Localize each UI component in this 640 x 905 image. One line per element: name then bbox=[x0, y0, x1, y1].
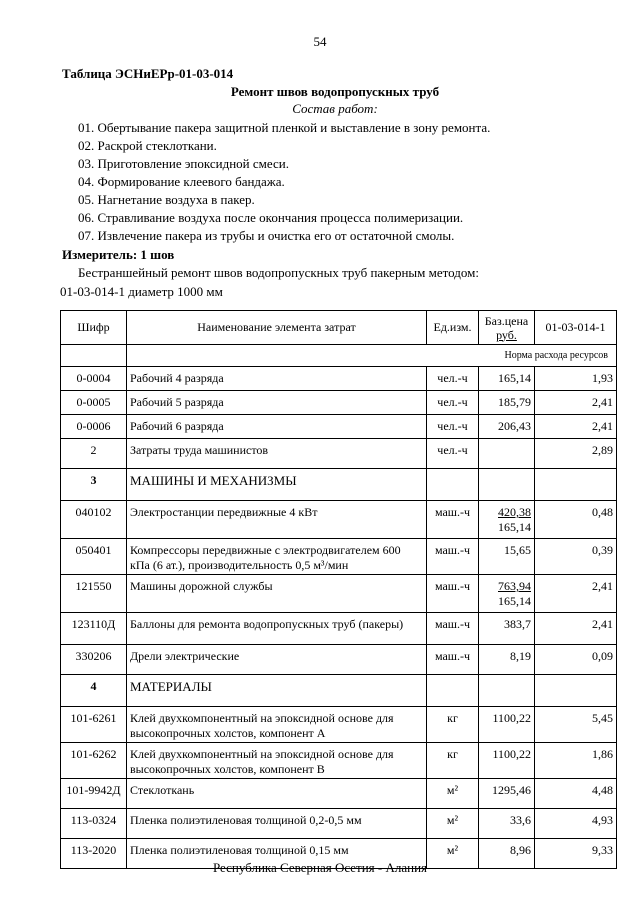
header-price bbox=[479, 311, 535, 345]
composition-label: Состав работ: bbox=[292, 101, 378, 116]
work-step: 04. Формирование клеевого бандажа. bbox=[78, 174, 285, 189]
price-value: 206,43 bbox=[498, 419, 531, 433]
table-row bbox=[61, 613, 617, 645]
table-row bbox=[61, 707, 617, 743]
code-cell: 330206 bbox=[61, 645, 127, 675]
code-cell: 123110Д bbox=[61, 613, 127, 645]
work-step: 02. Раскрой стеклоткани. bbox=[78, 138, 217, 153]
name-cell: Пленка полиэтиленовая толщиной 0,15 мм bbox=[127, 839, 427, 869]
name-cell: Электростанции передвижные 4 кВт bbox=[127, 501, 427, 539]
norm-cell: 5,45 bbox=[535, 707, 617, 743]
price-cell bbox=[479, 391, 535, 415]
norm-cell: 2,41 bbox=[535, 613, 617, 645]
name-cell: Стеклоткань bbox=[127, 779, 427, 809]
code-cell: 040102 bbox=[61, 501, 127, 539]
name-cell: Баллоны для ремонта водопропускных труб (пакеры) bbox=[127, 613, 427, 645]
price-cell bbox=[479, 743, 535, 779]
name-cell: Рабочий 5 разряда bbox=[127, 391, 427, 415]
code-cell: 4 bbox=[61, 675, 127, 707]
price-cell bbox=[479, 469, 535, 501]
resource-table bbox=[60, 310, 617, 869]
price-value: 420,38 bbox=[498, 505, 531, 519]
price-cell bbox=[479, 809, 535, 839]
header-name: Наименование элемента затрат bbox=[127, 311, 427, 345]
unit-cell: чел.-ч bbox=[427, 415, 479, 439]
header-row bbox=[61, 311, 617, 345]
work-step: 06. Стравливание воздуха после окончания процесса полимеризации. bbox=[78, 210, 464, 225]
norm-row bbox=[61, 345, 617, 367]
work-steps bbox=[78, 119, 490, 245]
header-price-top: Баз.цена bbox=[484, 313, 529, 328]
price-cell bbox=[479, 367, 535, 391]
header-price-bottom: руб. bbox=[496, 327, 517, 342]
code-cell: 3 bbox=[61, 469, 127, 501]
table-row bbox=[61, 367, 617, 391]
unit-cell: чел.-ч bbox=[427, 439, 479, 469]
price-cell bbox=[479, 539, 535, 575]
price-cell bbox=[479, 575, 535, 613]
unit-cell: м² bbox=[427, 779, 479, 809]
measure-unit: Измеритель: 1 шов bbox=[62, 247, 175, 262]
price-value: 185,79 bbox=[498, 395, 531, 409]
price-cell bbox=[479, 501, 535, 539]
norm-label: Норма расхода ресурсов bbox=[127, 345, 617, 367]
table-row bbox=[61, 539, 617, 575]
norm-cell bbox=[535, 675, 617, 707]
code-cell: 101-6261 bbox=[61, 707, 127, 743]
name-cell: Клей двухкомпонентный на эпоксидной основе для высокопрочных холстов, компонент А bbox=[127, 707, 427, 743]
norm-cell: 1,86 bbox=[535, 743, 617, 779]
price-value: 383,7 bbox=[504, 617, 531, 631]
unit-cell: маш.-ч bbox=[427, 575, 479, 613]
norm-cell: 4,93 bbox=[535, 809, 617, 839]
name-cell: МАТЕРИАЛЫ bbox=[127, 675, 427, 707]
unit-cell: маш.-ч bbox=[427, 539, 479, 575]
name-cell: Пленка полиэтиленовая толщиной 0,2-0,5 мм bbox=[127, 809, 427, 839]
norm-cell: 0,39 bbox=[535, 539, 617, 575]
header-norm-col: 01-03-014-1 bbox=[535, 311, 617, 345]
price-secondary-value: 165,14 bbox=[498, 520, 531, 534]
table-row bbox=[61, 439, 617, 469]
price-value: 33,6 bbox=[510, 813, 531, 827]
price-value: 1100,22 bbox=[492, 711, 531, 725]
code-cell: 0-0004 bbox=[61, 367, 127, 391]
table-row bbox=[61, 743, 617, 779]
norm-cell: 9,33 bbox=[535, 839, 617, 869]
table-row bbox=[61, 645, 617, 675]
norm-cell: 2,41 bbox=[535, 575, 617, 613]
page-number: 54 bbox=[313, 34, 327, 49]
price-cell bbox=[479, 415, 535, 439]
price-value: 165,14 bbox=[498, 371, 531, 385]
norm-cell: 0,48 bbox=[535, 501, 617, 539]
work-step: 01. Обертывание пакера защитной пленкой и выставление в зону ремонта. bbox=[78, 120, 491, 135]
code-cell: 113-0324 bbox=[61, 809, 127, 839]
price-cell bbox=[479, 675, 535, 707]
work-step: 05. Нагнетание воздуха в пакер. bbox=[78, 192, 255, 207]
name-cell: Затраты труда машинистов bbox=[127, 439, 427, 469]
table-row bbox=[61, 391, 617, 415]
unit-cell: кг bbox=[427, 743, 479, 779]
name-cell: Компрессоры передвижные с электродвигателем 600 кПа (6 ат.), производительность 0,5 м³/мин bbox=[127, 539, 427, 575]
unit-cell bbox=[427, 675, 479, 707]
name-cell: Рабочий 4 разряда bbox=[127, 367, 427, 391]
norm-cell: 4,48 bbox=[535, 779, 617, 809]
name-cell: МАШИНЫ И МЕХАНИЗМЫ bbox=[127, 469, 427, 501]
price-secondary-value: 165,14 bbox=[498, 594, 531, 608]
work-description: Бестраншейный ремонт швов водопропускных труб пакерным методом: bbox=[78, 265, 479, 280]
code-cell: 101-6262 bbox=[61, 743, 127, 779]
norm-cell bbox=[535, 469, 617, 501]
table-row bbox=[61, 415, 617, 439]
code-cell: 0-0006 bbox=[61, 415, 127, 439]
code-cell: 113-2020 bbox=[61, 839, 127, 869]
section-row bbox=[61, 675, 617, 707]
name-cell: Машины дорожной службы bbox=[127, 575, 427, 613]
norm-cell: 2,41 bbox=[535, 415, 617, 439]
table-row bbox=[61, 809, 617, 839]
price-cell bbox=[479, 439, 535, 469]
name-cell: Клей двухкомпонентный на эпоксидной основе для высокопрочных холстов, компонент В bbox=[127, 743, 427, 779]
price-value: 8,96 bbox=[510, 843, 531, 857]
table-title: Ремонт швов водопропускных труб bbox=[230, 84, 440, 99]
price-cell bbox=[479, 645, 535, 675]
code-cell: 2 bbox=[61, 439, 127, 469]
norm-cell: 2,41 bbox=[535, 391, 617, 415]
unit-cell bbox=[427, 469, 479, 501]
price-value: 1295,46 bbox=[492, 783, 531, 797]
unit-cell: маш.-ч bbox=[427, 501, 479, 539]
work-step: 03. Приготовление эпоксидной смеси. bbox=[78, 156, 289, 171]
unit-cell: кг bbox=[427, 707, 479, 743]
price-value: 8,19 bbox=[510, 649, 531, 663]
unit-cell: маш.-ч bbox=[427, 645, 479, 675]
unit-cell: м² bbox=[427, 839, 479, 869]
price-cell bbox=[479, 779, 535, 809]
section-row bbox=[61, 469, 617, 501]
unit-cell: м² bbox=[427, 809, 479, 839]
code-cell: 0-0005 bbox=[61, 391, 127, 415]
table-row bbox=[61, 501, 617, 539]
name-cell: Рабочий 6 разряда bbox=[127, 415, 427, 439]
code-cell: 101-9942Д bbox=[61, 779, 127, 809]
code-line: 01-03-014-1 диаметр 1000 мм bbox=[60, 284, 223, 299]
code-cell: 050401 bbox=[61, 539, 127, 575]
norm-empty-cell bbox=[61, 345, 127, 367]
table-row bbox=[61, 779, 617, 809]
price-value: 763,94 bbox=[498, 579, 531, 593]
code-cell: 121550 bbox=[61, 575, 127, 613]
work-step: 07. Извлечение пакера из трубы и очистка его от остаточной смолы. bbox=[78, 228, 455, 243]
table-id: Таблица ЭСНиЕРр-01-03-014 bbox=[62, 66, 234, 81]
price-value: 1100,22 bbox=[492, 747, 531, 761]
price-cell bbox=[479, 613, 535, 645]
unit-cell: маш.-ч bbox=[427, 613, 479, 645]
norm-cell: 2,89 bbox=[535, 439, 617, 469]
table-row bbox=[61, 575, 617, 613]
price-value: 15,65 bbox=[504, 543, 531, 557]
unit-cell: чел.-ч bbox=[427, 391, 479, 415]
unit-cell: чел.-ч bbox=[427, 367, 479, 391]
header-unit: Ед.изм. bbox=[427, 311, 479, 345]
norm-cell: 1,93 bbox=[535, 367, 617, 391]
norm-cell: 0,09 bbox=[535, 645, 617, 675]
name-cell: Дрели электрические bbox=[127, 645, 427, 675]
header-code: Шифр bbox=[61, 311, 127, 345]
price-cell bbox=[479, 707, 535, 743]
footer-region: Республика Северная Осетия - Алания bbox=[212, 860, 428, 875]
